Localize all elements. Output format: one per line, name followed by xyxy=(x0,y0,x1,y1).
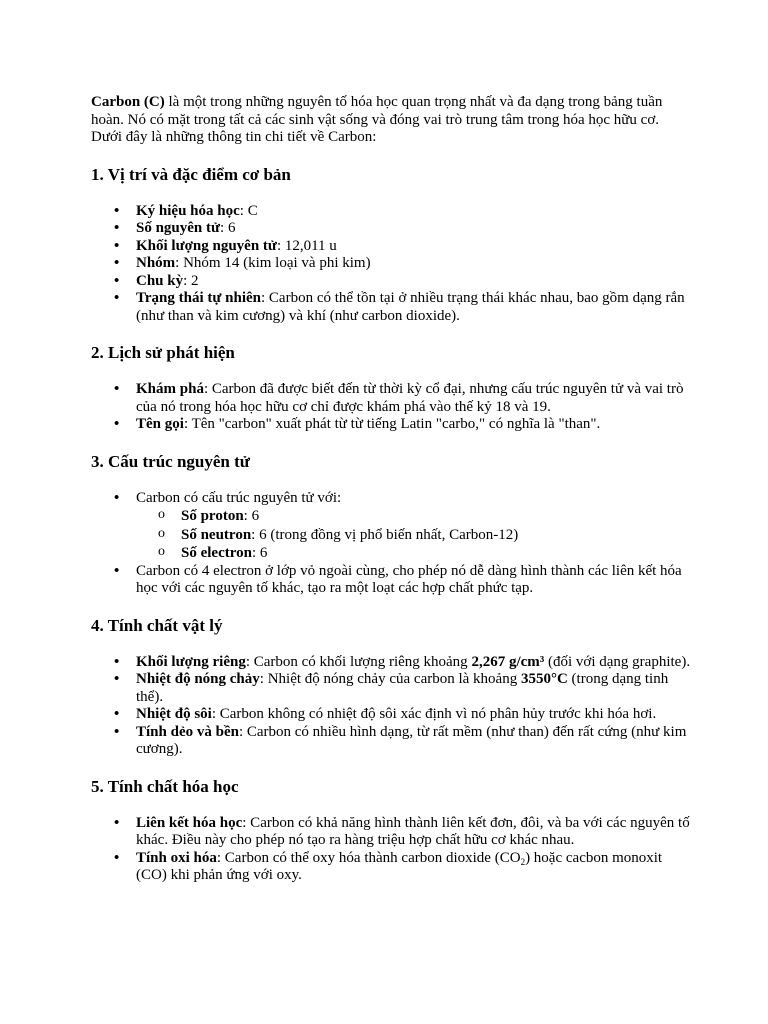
item-text: Carbon có cấu trúc nguyên tử với: xyxy=(136,489,342,506)
section-5-list xyxy=(91,815,691,885)
sub-list-item xyxy=(181,526,691,545)
section-4-list xyxy=(91,654,691,759)
subscript: 2 xyxy=(520,856,526,867)
list-item xyxy=(136,203,691,221)
intro-paragraph xyxy=(91,94,691,147)
item-text: Carbon có 4 electron ở lớp vỏ ngoài cùng, cho phép nó dễ dàng hình thành các liên kết hóa học với các nguyên tố khác, tạo ra một loạt các hợp chất phức tạp. xyxy=(136,562,682,596)
item-term: Số nguyên tử xyxy=(136,220,221,236)
item-text: : 6 xyxy=(243,508,260,524)
item-text: : 6 xyxy=(251,545,268,561)
list-item xyxy=(136,671,691,706)
item-term: Trạng thái tự nhiên xyxy=(136,290,261,306)
section-2-list xyxy=(91,381,691,434)
list-item xyxy=(136,724,691,759)
section-1-heading: 1. Vị trí và đặc điểm cơ bản xyxy=(91,164,291,184)
item-term: Nhiệt độ sôi xyxy=(136,706,212,722)
list-item xyxy=(136,815,691,850)
section-3-list xyxy=(91,490,691,598)
item-text: : Carbon có khối lượng riêng khoảng xyxy=(245,653,472,670)
item-text: : 6 xyxy=(220,220,236,236)
item-text: (trong dạng tinh thể). xyxy=(136,671,669,705)
list-item xyxy=(136,416,691,434)
item-term: Số electron xyxy=(181,545,252,561)
item-text: : Carbon có thể oxy hóa thành carbon dioxide (CO xyxy=(216,849,521,866)
intro-lead: Carbon (C) xyxy=(91,94,165,110)
item-text: : Carbon có nhiều hình dạng, từ rất mềm (như than) đến rất cứng (như kim cương). xyxy=(136,723,687,757)
list-item xyxy=(136,563,691,598)
item-term: Số proton xyxy=(181,508,244,524)
list-item xyxy=(136,255,691,273)
sub-list xyxy=(136,507,691,563)
item-text: : 12,011 u xyxy=(276,237,337,254)
item-text: : Carbon đã được biết đến từ thời kỳ cổ đại, nhưng cấu trúc nguyên tử và vai trò của nó trong hóa học hữu cơ chỉ được khám phá vào thế kỷ 18 và 19. xyxy=(136,381,684,415)
section-5-heading: 5. Tính chất hóa học xyxy=(91,776,239,796)
list-item xyxy=(136,220,691,238)
list-item xyxy=(136,290,691,325)
sub-list-item xyxy=(181,507,691,526)
section-1-list xyxy=(91,203,691,326)
item-text: : 6 (trong đồng vị phổ biến nhất, Carbon-12) xyxy=(251,526,519,543)
list-item xyxy=(136,850,691,885)
item-text: : Carbon có thể tồn tại ở nhiều trạng thái khác nhau, bao gồm dạng rắn (như than và kim cương) và khí (như carbon dioxide). xyxy=(136,290,685,324)
item-text: : Nhiệt độ nóng chảy của carbon là khoảng xyxy=(259,671,521,687)
section-2-heading: 2. Lịch sử phát hiện xyxy=(91,343,235,362)
item-term: Tên gọi xyxy=(136,416,184,432)
item-term: Nhóm xyxy=(136,255,176,271)
item-term: Nhiệt độ nóng chảy xyxy=(136,671,260,687)
section-3-heading: 3. Cấu trúc nguyên tử xyxy=(91,451,250,471)
item-text: : Tên "carbon" xuất phát từ từ tiếng Latin "carbo," có nghĩa là "than". xyxy=(183,416,601,432)
list-item xyxy=(136,381,691,416)
item-text: ) hoặc cacbon monoxit (CO) khi phản ứng với oxy. xyxy=(136,849,663,883)
item-term: Khối lượng nguyên tử xyxy=(136,237,277,254)
sub-list-item xyxy=(181,544,691,563)
item-term: Số neutron xyxy=(181,526,252,543)
item-term: Liên kết hóa học xyxy=(136,814,243,831)
item-term: Tính dẻo và bền xyxy=(136,723,239,740)
item-text: : C xyxy=(239,202,258,219)
item-term: Khối lượng riêng xyxy=(136,653,246,670)
section-4-heading: 4. Tính chất vật lý xyxy=(91,615,223,635)
item-text: : 2 xyxy=(183,272,199,289)
item-term: Tính oxi hóa xyxy=(136,849,217,866)
item-text: : Carbon không có nhiệt độ sôi xác định vì nó phân hủy trước khi hóa hơi. xyxy=(211,706,657,722)
list-item xyxy=(136,706,691,724)
melting-point-value: 3550°C xyxy=(520,671,568,687)
density-value: 2,267 g/cm³ xyxy=(471,653,545,670)
list-item xyxy=(136,238,691,256)
list-item xyxy=(136,490,691,563)
list-item xyxy=(136,654,691,672)
item-term: Chu kỳ xyxy=(136,272,184,289)
item-term: Khám phá xyxy=(136,381,204,397)
list-item xyxy=(136,273,691,291)
item-text: : Nhóm 14 (kim loại và phi kim) xyxy=(175,255,371,271)
intro-text: là một trong những nguyên tố hóa học quan trọng nhất và đa dạng trong bảng tuần hoàn. Nó có mặt trong tất cả các sinh vật sống và đóng vai trò trung tâm trong hóa học hữu cơ. Dưới đây là những thông tin chi tiết về Carbon: xyxy=(91,94,663,145)
item-term: Ký hiệu hóa học xyxy=(136,202,240,219)
item-text: : Carbon có khả năng hình thành liên kết đơn, đôi, và ba với các nguyên tố khác. Điều này cho phép nó tạo ra hàng triệu hợp chất hữu cơ khác nhau. xyxy=(136,814,690,848)
document-body xyxy=(91,94,691,885)
item-text: (đối với dạng graphite). xyxy=(544,653,691,670)
